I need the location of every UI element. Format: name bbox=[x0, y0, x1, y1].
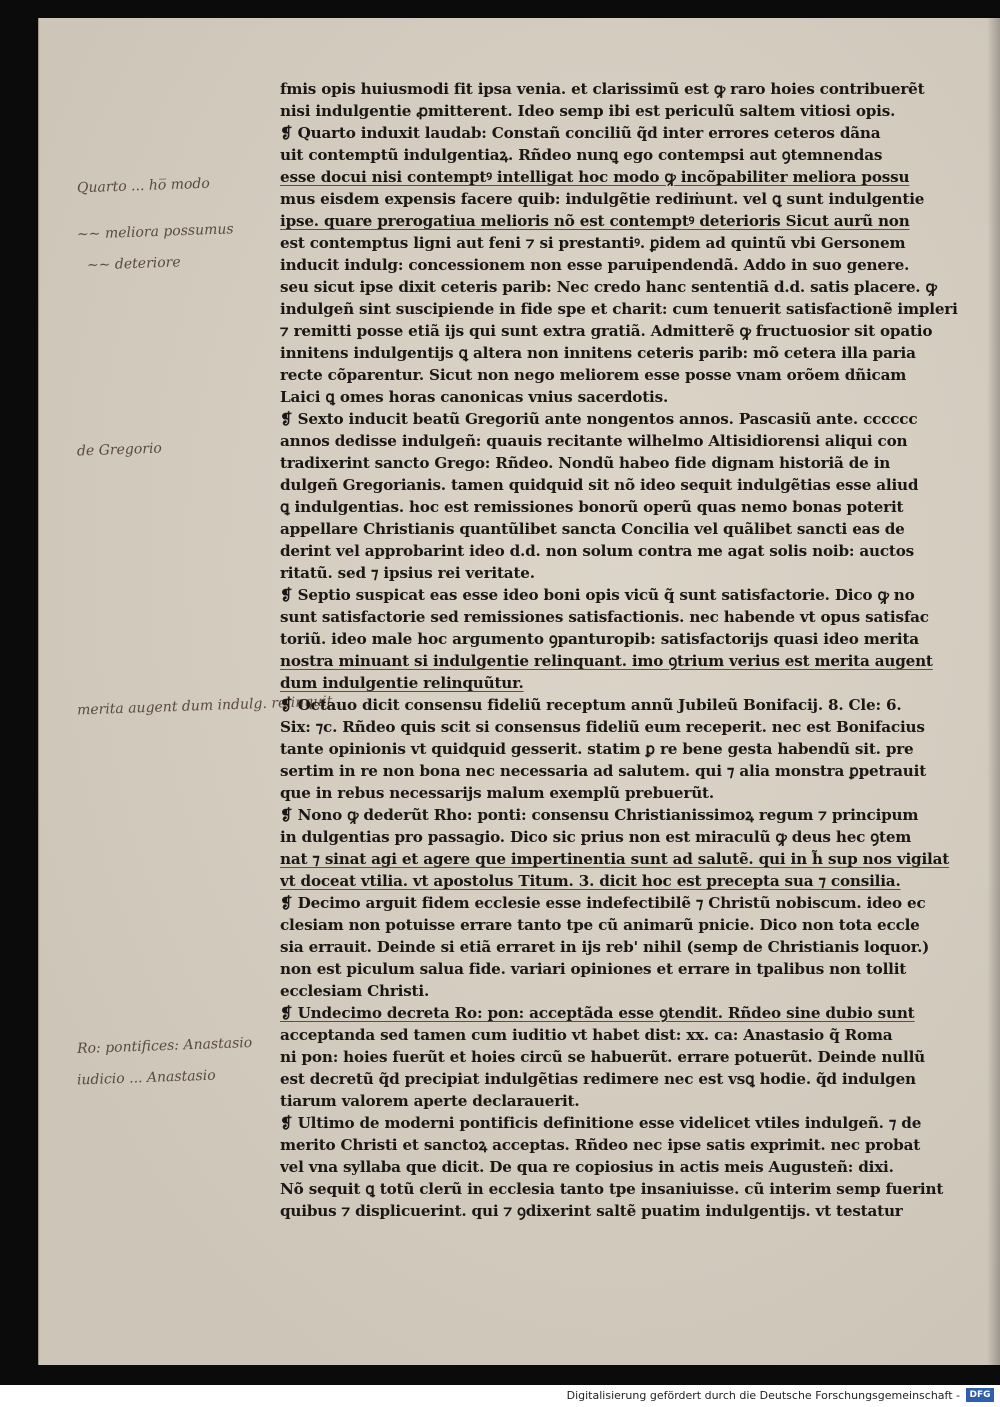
text-line: est contemptus ligni aut feni ⁊ si prestantiꝰ. ꝑidem ad quintũ vbi Gersonem bbox=[280, 234, 906, 252]
text-line: sia errauit. Deinde si etiã erraret in ijs reb' nihil (semp de Christianis loquor.) bbox=[280, 938, 930, 956]
digitization-footer bbox=[0, 1385, 1000, 1407]
text-line: ⁊ remitti posse etiã ijs qui sunt extra gratiã. Admitterẽ ꝙ fructuosior sit opatio bbox=[280, 322, 933, 340]
text-line: mus eisdem expensis facere quib: indulgẽtie rediṁunt. vel ꝗ sunt indulgentie bbox=[280, 190, 925, 208]
text-line: annos dedisse indulgeñ: quauis recitante wilhelmo Altisidiorensi aliqui con bbox=[280, 432, 908, 450]
text-line: ꝗ indulgentias. hoc est remissiones bonorũ operũ quas nemo bonas poterit bbox=[280, 498, 904, 516]
text-line: ecclesiam Christi. bbox=[280, 982, 430, 1000]
margin-note: Quarto ... ho̅ modo bbox=[76, 175, 211, 197]
text-line: ipse. quare prerogatiua melioris nõ est contemptꝰ deterioris Sicut aurũ non bbox=[280, 212, 910, 230]
dfg-logo: DFG bbox=[966, 1388, 994, 1402]
text-line: ❡ Ultimo de moderni pontificis definitione esse videlicet vtiles indulgeñ. ⁊ de bbox=[280, 1114, 922, 1132]
text-line: inducit indulg: concessionem non esse paruipendendã. Addo in suo genere. bbox=[280, 256, 910, 274]
text-line: dum indulgentie relinquũtur. bbox=[280, 674, 524, 692]
margin-note: ~~ deteriore bbox=[86, 254, 181, 274]
text-line: dulgeñ Gregorianis. tamen quidquid sit nõ ideo sequit indulgẽtias esse aliud bbox=[280, 476, 919, 494]
funding-credit: Digitalisierung gefördert durch die Deutsche Forschungsgemeinschaft - bbox=[566, 1389, 960, 1402]
text-line: merito Christi et sanctoꝝ acceptas. Rñdeo nec ipse satis exprimit. nec probat bbox=[280, 1136, 921, 1154]
text-line: indulgeñ sint suscipiende in fide spe et charit: cum tenuerit satisfactionẽ impleri bbox=[280, 300, 958, 318]
text-line: ❡ Undecimo decreta Ro: pon: acceptãda esse ꝯtendit. Rñdeo sine dubio sunt bbox=[280, 1004, 915, 1022]
text-line: innitens indulgentijs ꝗ altera non innitens ceteris parib: mõ cetera illa paria bbox=[280, 344, 916, 362]
text-line: appellare Christianis quantũlibet sancta Concilia vel quãlibet sancti eas de bbox=[280, 520, 905, 538]
text-line: ❡ Nono ꝙ dederũt Rho: ponti: consensu Christianissimoꝝ regum ⁊ principum bbox=[280, 806, 919, 824]
text-line: quibus ⁊ displicuerint. qui ⁊ ꝯdixerint saltẽ puatim indulgentijs. vt testatur bbox=[280, 1202, 903, 1220]
text-line: ritatũ. sed ⁊ ipsius rei veritate. bbox=[280, 564, 535, 582]
text-line: non est piculum salua fide. variari opiniones et errare in tpalibus non tollit bbox=[280, 960, 907, 978]
text-line: nostra minuant si indulgentie relinquant. imo ꝯtrium verius est merita augent bbox=[280, 652, 933, 670]
text-line: Laici ꝗ omes horas canonicas vnius sacerdotis. bbox=[280, 388, 669, 406]
text-line: seu sicut ipse dixit ceteris parib: Nec credo hanc sententiã d.d. satis placere. ꝙ bbox=[280, 278, 937, 296]
text-line: est decretũ q̃d precipiat indulgẽtias redimere nec est vsꝗ hodie. q̃d indulgen bbox=[280, 1070, 916, 1088]
text-line: ❡ Octauo dicit consensu fideliũ receptum annũ Jubileũ Bonifacij. 8. Cle: 6. bbox=[280, 696, 902, 714]
text-line: que in rebus necessarijs malum exemplũ prebuerũt. bbox=[280, 784, 714, 802]
page-gutter-shadow bbox=[987, 18, 1000, 1365]
text-line: fmis opis huiusmodi fit ipsa venia. et clarissimũ est ꝙ raro hoies contribuerẽt bbox=[280, 80, 925, 98]
margin-note: de Gregorio bbox=[76, 440, 163, 460]
text-line: ❡ Sexto inducit beatũ Gregoriũ ante nongentos annos. Pascasiũ ante. cccccc bbox=[280, 410, 918, 428]
text-line: toriũ. ideo male hoc argumento ꝯpanturopib: satisfactorijs quasi ideo merita bbox=[280, 630, 919, 648]
text-line: tiarum valorem aperte declarauerit. bbox=[280, 1092, 580, 1110]
text-line: sunt satisfactorie sed remissiones satisfactionis. nec habende vt opus satisfac bbox=[280, 608, 929, 626]
text-line: ❡ Quarto induxit laudab: Constañ conciliũ q̃d inter errores ceteros dãna bbox=[280, 124, 881, 142]
text-line: ❡ Septio suspicat eas esse ideo boni opis vicũ q̃ sunt satisfactorie. Dico ꝙ no bbox=[280, 586, 915, 604]
text-line: Six: ⁊c. Rñdeo quis scit si consensus fideliũ eum receperit. nec est Bonifacius bbox=[280, 718, 925, 736]
margin-note: ~~ meliora possumus bbox=[76, 221, 234, 243]
text-line: clesiam non potuisse errare tanto tpe cũ animarũ pnicie. Dico non tota eccle bbox=[280, 916, 920, 934]
margin-note: Ro: pontifices: Anastasio bbox=[76, 1034, 253, 1058]
text-line: Nõ sequit ꝗ totũ clerũ in ecclesia tanto tpe insaniuisse. cũ interim semp fuerint bbox=[280, 1180, 944, 1198]
text-line: esse docui nisi contemptꝰ intelligat hoc modo ꝙ incõpabiliter meliora possu bbox=[280, 168, 910, 186]
text-line: derint vel approbarint ideo d.d. non solum contra me agat solis noib: auctos bbox=[280, 542, 914, 560]
text-line: tante opinionis vt quidquid gesserit. statim ꝑ re bene gesta habendũ sit. pre bbox=[280, 740, 914, 758]
text-line: sertim in re non bona nec necessaria ad salutem. qui ⁊ alia monstra ꝑpetrauit bbox=[280, 762, 927, 780]
text-line: tradixerint sancto Grego: Rñdeo. Nondũ habeo fide dignam historiã de in bbox=[280, 454, 891, 472]
text-line: acceptanda sed tamen cum iuditio vt habet dist: xx. ca: Anastasio q̃ Roma bbox=[280, 1026, 893, 1044]
text-line: in dulgentias pro passagio. Dico sic prius non est miraculũ ꝙ deus hec ꝯtem bbox=[280, 828, 912, 846]
margin-note: iudicio ... Anastasio bbox=[76, 1067, 216, 1089]
text-line: ni pon: hoies fuerũt et hoies circũ se habuerũt. errare potuerũt. Deinde nullũ bbox=[280, 1048, 925, 1066]
text-line: recte cõparentur. Sicut non nego meliorem esse posse vnam orõem dñicam bbox=[280, 366, 907, 384]
text-line: vel vna syllaba que dicit. De qua re copiosius in actis meis Augusteñ: dixi. bbox=[280, 1158, 894, 1176]
text-line: nisi indulgentie ꝓmitterent. Ideo semp ibi est periculũ saltem vitiosi opis. bbox=[280, 102, 896, 120]
text-line: nat ⁊ sinat agi et agere que impertinentia sunt ad salutẽ. qui in h̃ sup nos vigilat bbox=[280, 850, 950, 868]
text-line: vt doceat vtilia. vt apostolus Titum. 3. dicit hoc est precepta sua ⁊ consilia. bbox=[280, 872, 901, 890]
text-line: ❡ Decimo arguit fidem ecclesie esse indefectibilẽ ⁊ Christũ nobiscum. ideo ec bbox=[280, 894, 926, 912]
printed-text-block bbox=[280, 78, 980, 1222]
text-line: uit contemptũ indulgentiaꝝ. Rñdeo nunꝗ ego contempsi aut ꝯtemnendas bbox=[280, 146, 883, 164]
margin-note: merita augent dum indulg. relinquit bbox=[76, 693, 333, 719]
